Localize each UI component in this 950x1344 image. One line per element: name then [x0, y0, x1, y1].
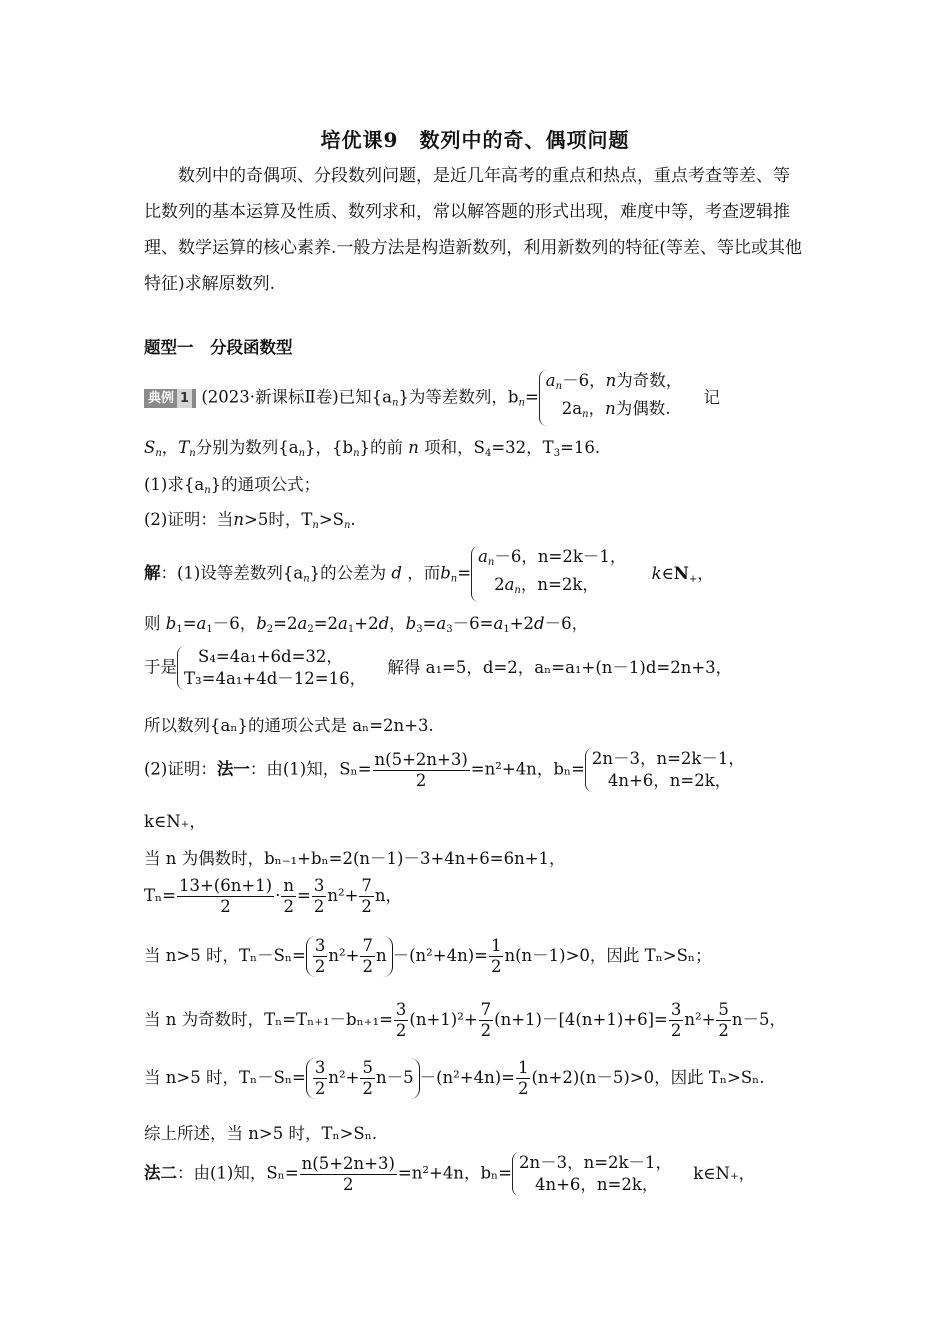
compare-even: 当 n>5 时，Tₙ－Sₙ= $\frac{3}{2}$ n²+ $\frac{7}{2}$ n －(n²+4n)= $\frac{1}{2}$ n(n－1)>0，因此 Tₙ>Sₙ； [144, 936, 712, 976]
example-line-1: 典例 1 (2023·新课标Ⅱ卷)已知$\{a_n\}$为等差数列，$b_n=$ $a_n-6$，n为奇数， $2a_n$，n为偶数. 记 [144, 370, 720, 426]
question-2: (2)证明：当n>5时，$T_n>S_n$. [144, 510, 356, 531]
piecewise-brace-b2: 2n－3，n=2k－1， 4n+6，n=2k， [512, 1152, 678, 1196]
section-heading: 题型一 分段函数型 [144, 338, 293, 357]
solution-conclusion-1: 所以数列{aₙ}的通项公式是 aₙ=2n+3. [144, 716, 434, 735]
piecewise-brace-solution: $a_n-6$，n=2k－1， $2a_n$，n=2k， [471, 546, 632, 602]
odd-case: 当 n 为奇数时，Tₙ=Tₙ₊₁－bₙ₊₁= $\frac{3}{2}$ (n+1)²+ $\frac{7}{2}$ (n+1)－[4(n+1)+6]= $\frac{3}{2}$ n²+ $\frac{5}{2}$ n－5， [144, 1000, 787, 1040]
example-line-2: $S_n$，$T_n$分别为数列$\{a_n\}$，$\{b_n\}$的前 n 项和，$S_4=32$，$T_3=16$. [144, 438, 601, 459]
tn-formula: Tₙ= $\frac{13+(6n+1)}{2}$ · $\frac{n}{2}$ = $\frac{3}{2}$ n²+ $\frac{7}{2}$ n， [144, 876, 403, 916]
intro-paragraph: 数列中的奇偶项、分段数列问题，是近几年高考的重点和热点，重点考查等差、等比数列的基本运算及性质、数列求和，常以解答题的形式出现，难度中等，考查逻辑推理、数学运算的核心素养.一般方法是构造新数列，利用新数列的特征(等差、等比或其他特征)求解原数列. [144, 166, 803, 294]
piecewise-brace: $a_n-6$，n为奇数， $2a_n$，n为偶数. [539, 370, 688, 426]
equation-system-brace: S₄=4a₁+6d=32， T₃=4a₁+4d－12=16， [177, 646, 372, 690]
method-2: 法二：由(1)知，Sₙ= $\frac{n(5+2n+3)}{2}$ =n²+4n，bₙ= 2n－3，n=2k－1， 4n+6，n=2k， k∈N₊， [144, 1153, 756, 1194]
example-badge: 典例 1 [144, 389, 196, 408]
solution-line-1: 解：(1)设等差数列$\{a_n\}$的公差为 d ，而$b_n=$ $a_n-6$，n=2k－1， $2a_n$，n=2k， $k\in N_+$， [144, 546, 714, 602]
page-title: 培优课9 数列中的奇、偶项问题 [320, 128, 630, 152]
question-1: (1)求$\{a_n\}$的通项公式； [144, 475, 321, 496]
k-domain: k∈N₊， [144, 812, 206, 831]
solution-part-2: (2)证明：法一：由(1)知，Sₙ= $\frac{n(5+2n+3)}{2}$ =n²+4n，bₙ= 2n－3，n=2k－1， 4n+6，n=2k， [144, 748, 751, 792]
compare-odd: 当 n>5 时，Tₙ－Sₙ= $\frac{3}{2}$ n²+ $\frac{5}{2}$ n－5 －(n²+4n)= $\frac{1}{2}$ (n+2)(n－5)>0，因此 Tₙ>Sₙ. [144, 1058, 765, 1098]
solution-line-2: 则 $b_1=a_1-6$，$b_2=2a_2=2a_1+2d$，$b_3=a_3-6=a_1+2d-6$， [144, 614, 589, 635]
summary: 综上所述，当 n>5 时，Tₙ>Sₙ. [144, 1124, 378, 1143]
solution-system: 于是 S₄=4a₁+6d=32， T₃=4a₁+4d－12=16， 解得 a₁=5，d=2，aₙ=a₁+(n－1)d=2n+3， [144, 647, 733, 688]
even-case: 当 n 为偶数时，bₙ₋₁+bₙ=2(n－1)－3+4n+6=6n+1， [144, 849, 566, 868]
piecewise-brace-b: 2n－3，n=2k－1， 4n+6，n=2k， [585, 748, 751, 792]
